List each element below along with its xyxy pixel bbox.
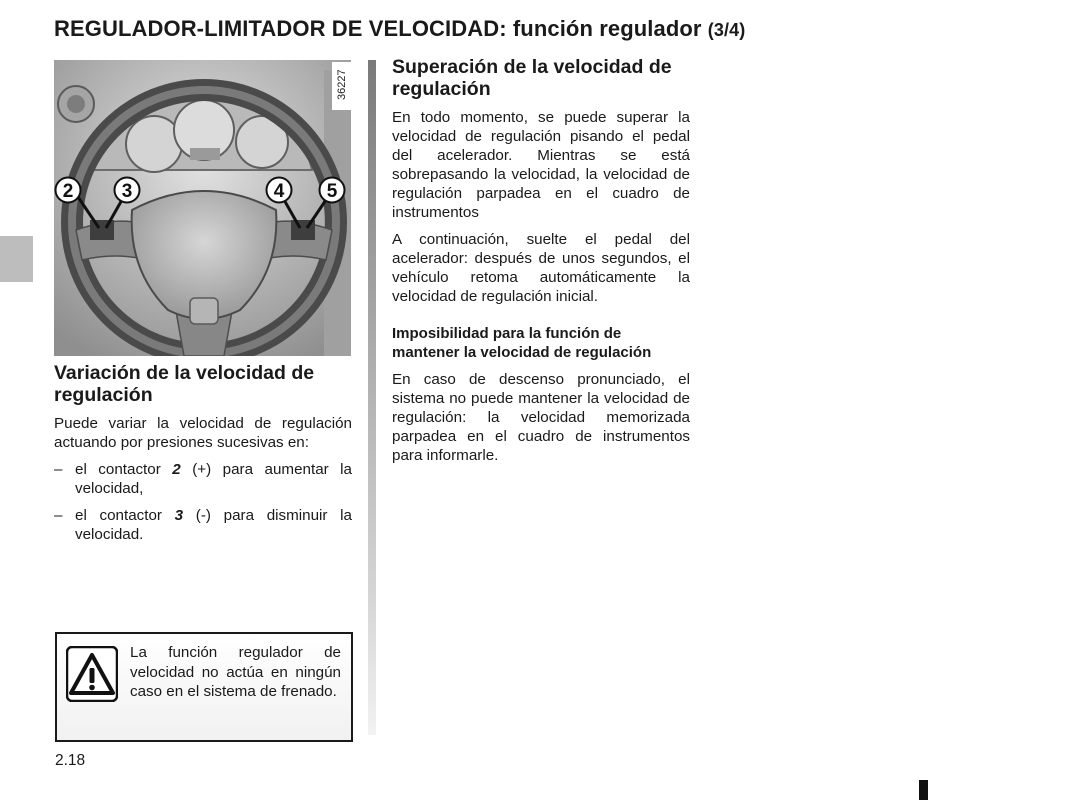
callout-5 bbox=[320, 178, 345, 203]
callout-5-label: 5 bbox=[326, 181, 338, 202]
column-divider bbox=[368, 60, 376, 735]
figure-ref-code: 36227 bbox=[336, 69, 348, 100]
callout-4-label: 4 bbox=[273, 181, 285, 202]
right-paragraph-2: A continuación, suelte el pedal del acelerador: después de unos segundos, el vehículo retoma automáticamente la velocidad de regulación inicial. bbox=[392, 231, 690, 305]
list-dash: – bbox=[54, 461, 63, 478]
list-item bbox=[54, 506, 352, 544]
right-subheading: Imposibilidad para la función de mantener la velocidad de regulación bbox=[392, 325, 652, 361]
callout-2-label: 2 bbox=[62, 181, 74, 202]
left-column bbox=[54, 362, 352, 552]
right-column bbox=[392, 56, 690, 473]
list-item-text bbox=[75, 506, 352, 544]
list-item-post: (-) para disminuir la velocidad. bbox=[75, 507, 352, 543]
page-title bbox=[54, 16, 745, 42]
corner-mark bbox=[919, 780, 928, 800]
list-dash: – bbox=[54, 507, 63, 524]
list-item-pre: el contactor bbox=[75, 461, 173, 478]
list-item-post: (+) para aumentar la velocidad, bbox=[75, 461, 353, 497]
list-item bbox=[54, 460, 352, 498]
list-item-text bbox=[75, 460, 352, 498]
switch-number: 2 bbox=[172, 461, 181, 478]
callout-2 bbox=[56, 178, 81, 203]
right-paragraph-1: En todo momento, se puede superar la velocidad de regulación pisando el pedal del acelerador. Mientras se está sobrepasando la velocidad, la velocidad de regulación parpadea en el cuadro de instrumentos bbox=[392, 109, 690, 221]
warning-box bbox=[55, 632, 353, 742]
page-title-suffix: (3/4) bbox=[707, 20, 746, 40]
page-title-text: REGULADOR-LIMITADOR DE VELOCIDAD: función regulador bbox=[54, 16, 702, 41]
left-heading: Variación de la velocidad de regulación bbox=[54, 362, 315, 406]
list-item-pre: el contactor bbox=[75, 507, 175, 524]
chapter-tab bbox=[0, 236, 33, 282]
warning-text: La función regulador de velocidad no actúa en ningún caso en el sistema de frenado. bbox=[130, 644, 341, 700]
warning-triangle-icon bbox=[66, 646, 118, 702]
page-number: 2.18 bbox=[55, 752, 86, 769]
callout-3 bbox=[115, 178, 140, 203]
right-paragraph-3: En caso de descenso pronunciado, el sistema no puede mantener la velocidad de regulación: la velocidad memorizada parpadea en el cuadro de instrumentos para informarle. bbox=[392, 371, 690, 464]
steering-wheel-figure bbox=[54, 60, 351, 356]
callout-3-label: 3 bbox=[121, 181, 133, 202]
switch-number: 3 bbox=[174, 507, 184, 524]
right-heading: Superación de la velocidad de regulación bbox=[392, 56, 672, 100]
callout-4 bbox=[267, 178, 292, 203]
left-intro: Puede variar la velocidad de regulación actuando por presiones sucesivas en: bbox=[54, 415, 352, 451]
